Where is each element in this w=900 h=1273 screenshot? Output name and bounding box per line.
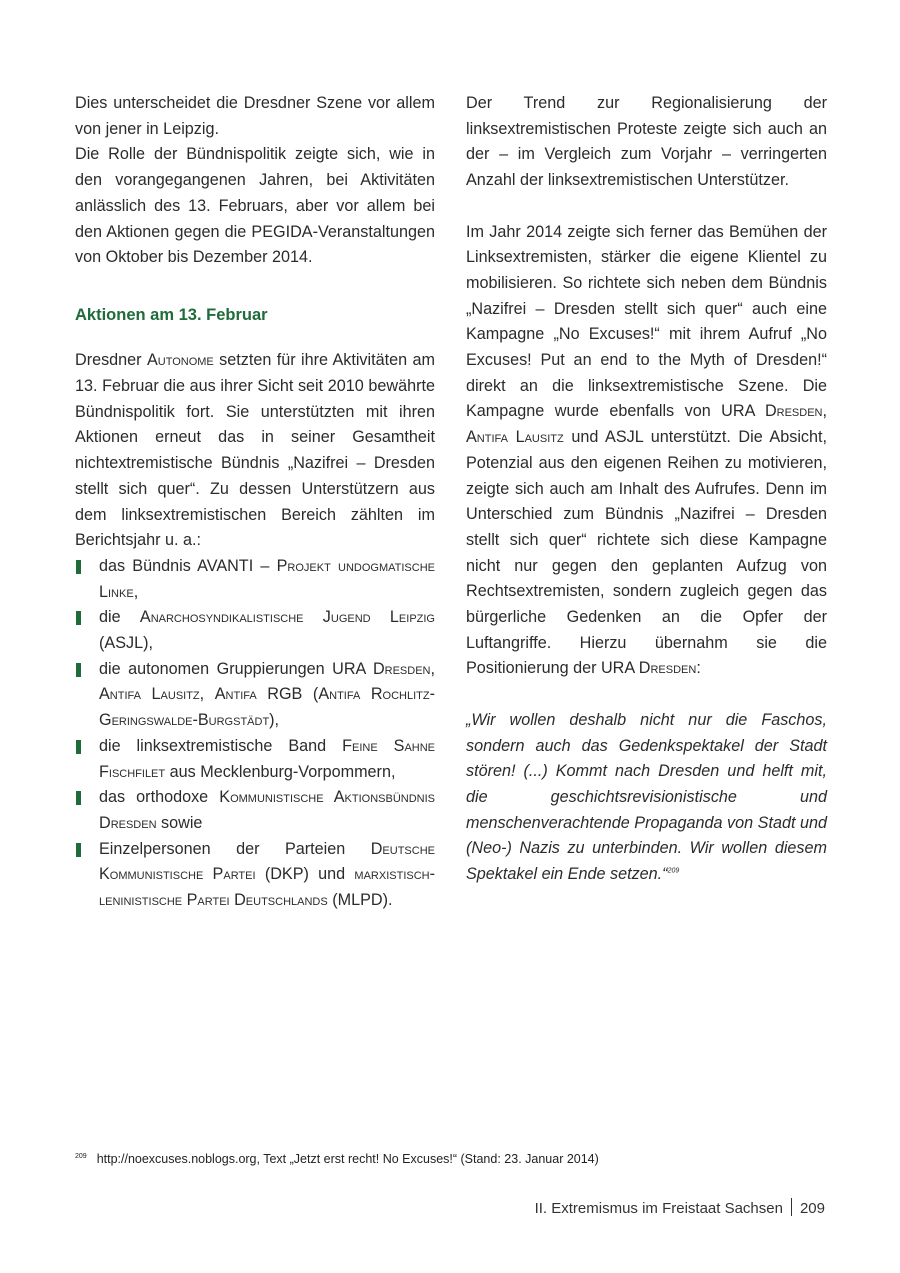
list-item: Einzelpersonen der Parteien Deutsche Kommunistische Partei (DKP) und marxistisch-leninistische Partei Deutschlands (MLPD). [75,837,435,914]
bullet-icon [76,560,81,574]
list-item: das orthodoxe Kommunistische Aktionsbündnis Dresden sowie [75,785,435,836]
list-item: die linksextremistische Band Feine Sahne Fischfilet aus Mecklenburg-Vorpommern, [75,734,435,785]
footnote [75,1152,835,1166]
footer-divider [791,1198,792,1216]
bullet-icon [76,663,81,677]
block-quote: „Wir wollen deshalb nicht nur die Faschos, sondern auch das Gedenkspektakel der Stadt stören! (...) Kommt nach Dresden und helft mit, die geschichtsrevisionistische und menschenverachtende Propaganda von Stadt und (Neo-) Nazis zu unterbinden. Wir wollen diesem Spektakel ein Ende setzen.“$^{209}$ [466,710,827,884]
autonome-paragraph: Dresdner Autonome setzten für ihre Aktivitäten am 13. Februar die aus ihrer Sicht seit 2010 bewährte Bündnispolitik fort. Sie unterstützten mit ihren Aktionen erneut das in seiner Gesamtheit nichtextremistische Bündnis „Nazifrei – Dresden stellt sich quer“. Zu dessen Unterstützern aus dem linksextremistischen Bereich zählten im Berichtsjahr u. a.: [75,351,435,550]
trend-paragraph: Der Trend zur Regionalisierung der linksextremistischen Proteste zeigte sich auch an der – im Vergleich zum Vorjahr – verringerten Anzahl der linksextremistischen Unterstützer. [466,94,827,190]
footer-section-title: II. Extremismus im Freistaat Sachsen [534,1200,783,1217]
intro-paragraph: Dies unterscheidet die Dresdner Szene vor allem von jener in Leipzig. [75,94,435,138]
section-heading: Aktionen am 13. Februar [75,305,268,324]
list-item: die autonomen Gruppierungen URA Dresden, Antifa Lausitz, Antifa RGB (Antifa Rochlitz-Geringswalde-Burgstädt), [75,657,435,734]
footnote-reference[interactable]: 209 [667,867,680,875]
bullet-icon [76,791,81,805]
left-column [75,91,435,914]
right-column [466,91,827,888]
bullet-icon [76,611,81,625]
campaign-paragraph: Im Jahr 2014 zeigte sich ferner das Bemühen der Linksextremisten, stärker die eigene Klientel zu mobilisieren. So richtete sich neben dem Bündnis „Nazifrei – Dresden stellt sich quer“ auch eine Kampagne „No Excuses!“ mit ihrem Aufruf „No Excuses! Put an end to the Myth of Dresden!“ direkt an die linksextremistische Szene. Die Kampagne wurde ebenfalls von URA Dresden, Antifa Lausitz und ASJL unterstützt. Die Absicht, Potenzial aus den eigenen Reihen zu motivieren, zeigte sich auch am Inhalt des Aufrufes. Denn im Unterschied zum Bündnis „Nazifrei – Dresden stellt sich quer“ richtete sich diese Kampagne nicht nur gegen den geplanten Aufzug von Rechtsextremisten, sondern zugleich gegen das bürgerliche Gedenken an die Opfer der Luftangriffe. Hierzu übernahm sie die Positionierung der URA Dresden: [466,222,828,678]
bullet-icon [76,843,81,857]
list-item: das Bündnis AVANTI – Projekt undogmatische Linke, [75,554,435,605]
alliance-paragraph: Die Rolle der Bündnispolitik zeigte sich, wie in den vorangegangenen Jahren, bei Aktivitäten anlässlich des 13. Februars, aber vor allem bei den Aktionen gegen die PEGIDA-Veranstaltungen von Oktober bis Dezember 2014. [75,145,435,267]
footnote-text: http://noexcuses.noblogs.org, Text „Jetzt erst recht! No Excuses!“ (Stand: 23. Januar 2014) [96,1152,599,1166]
footnote-number: 209 [75,1152,87,1160]
page-footer [535,1198,825,1217]
supporter-list [75,554,435,914]
bullet-icon [76,740,81,754]
list-item: die Anarchosyndikalistische Jugend Leipzig (ASJL), [75,605,435,656]
page-number: 209 [799,1200,825,1217]
